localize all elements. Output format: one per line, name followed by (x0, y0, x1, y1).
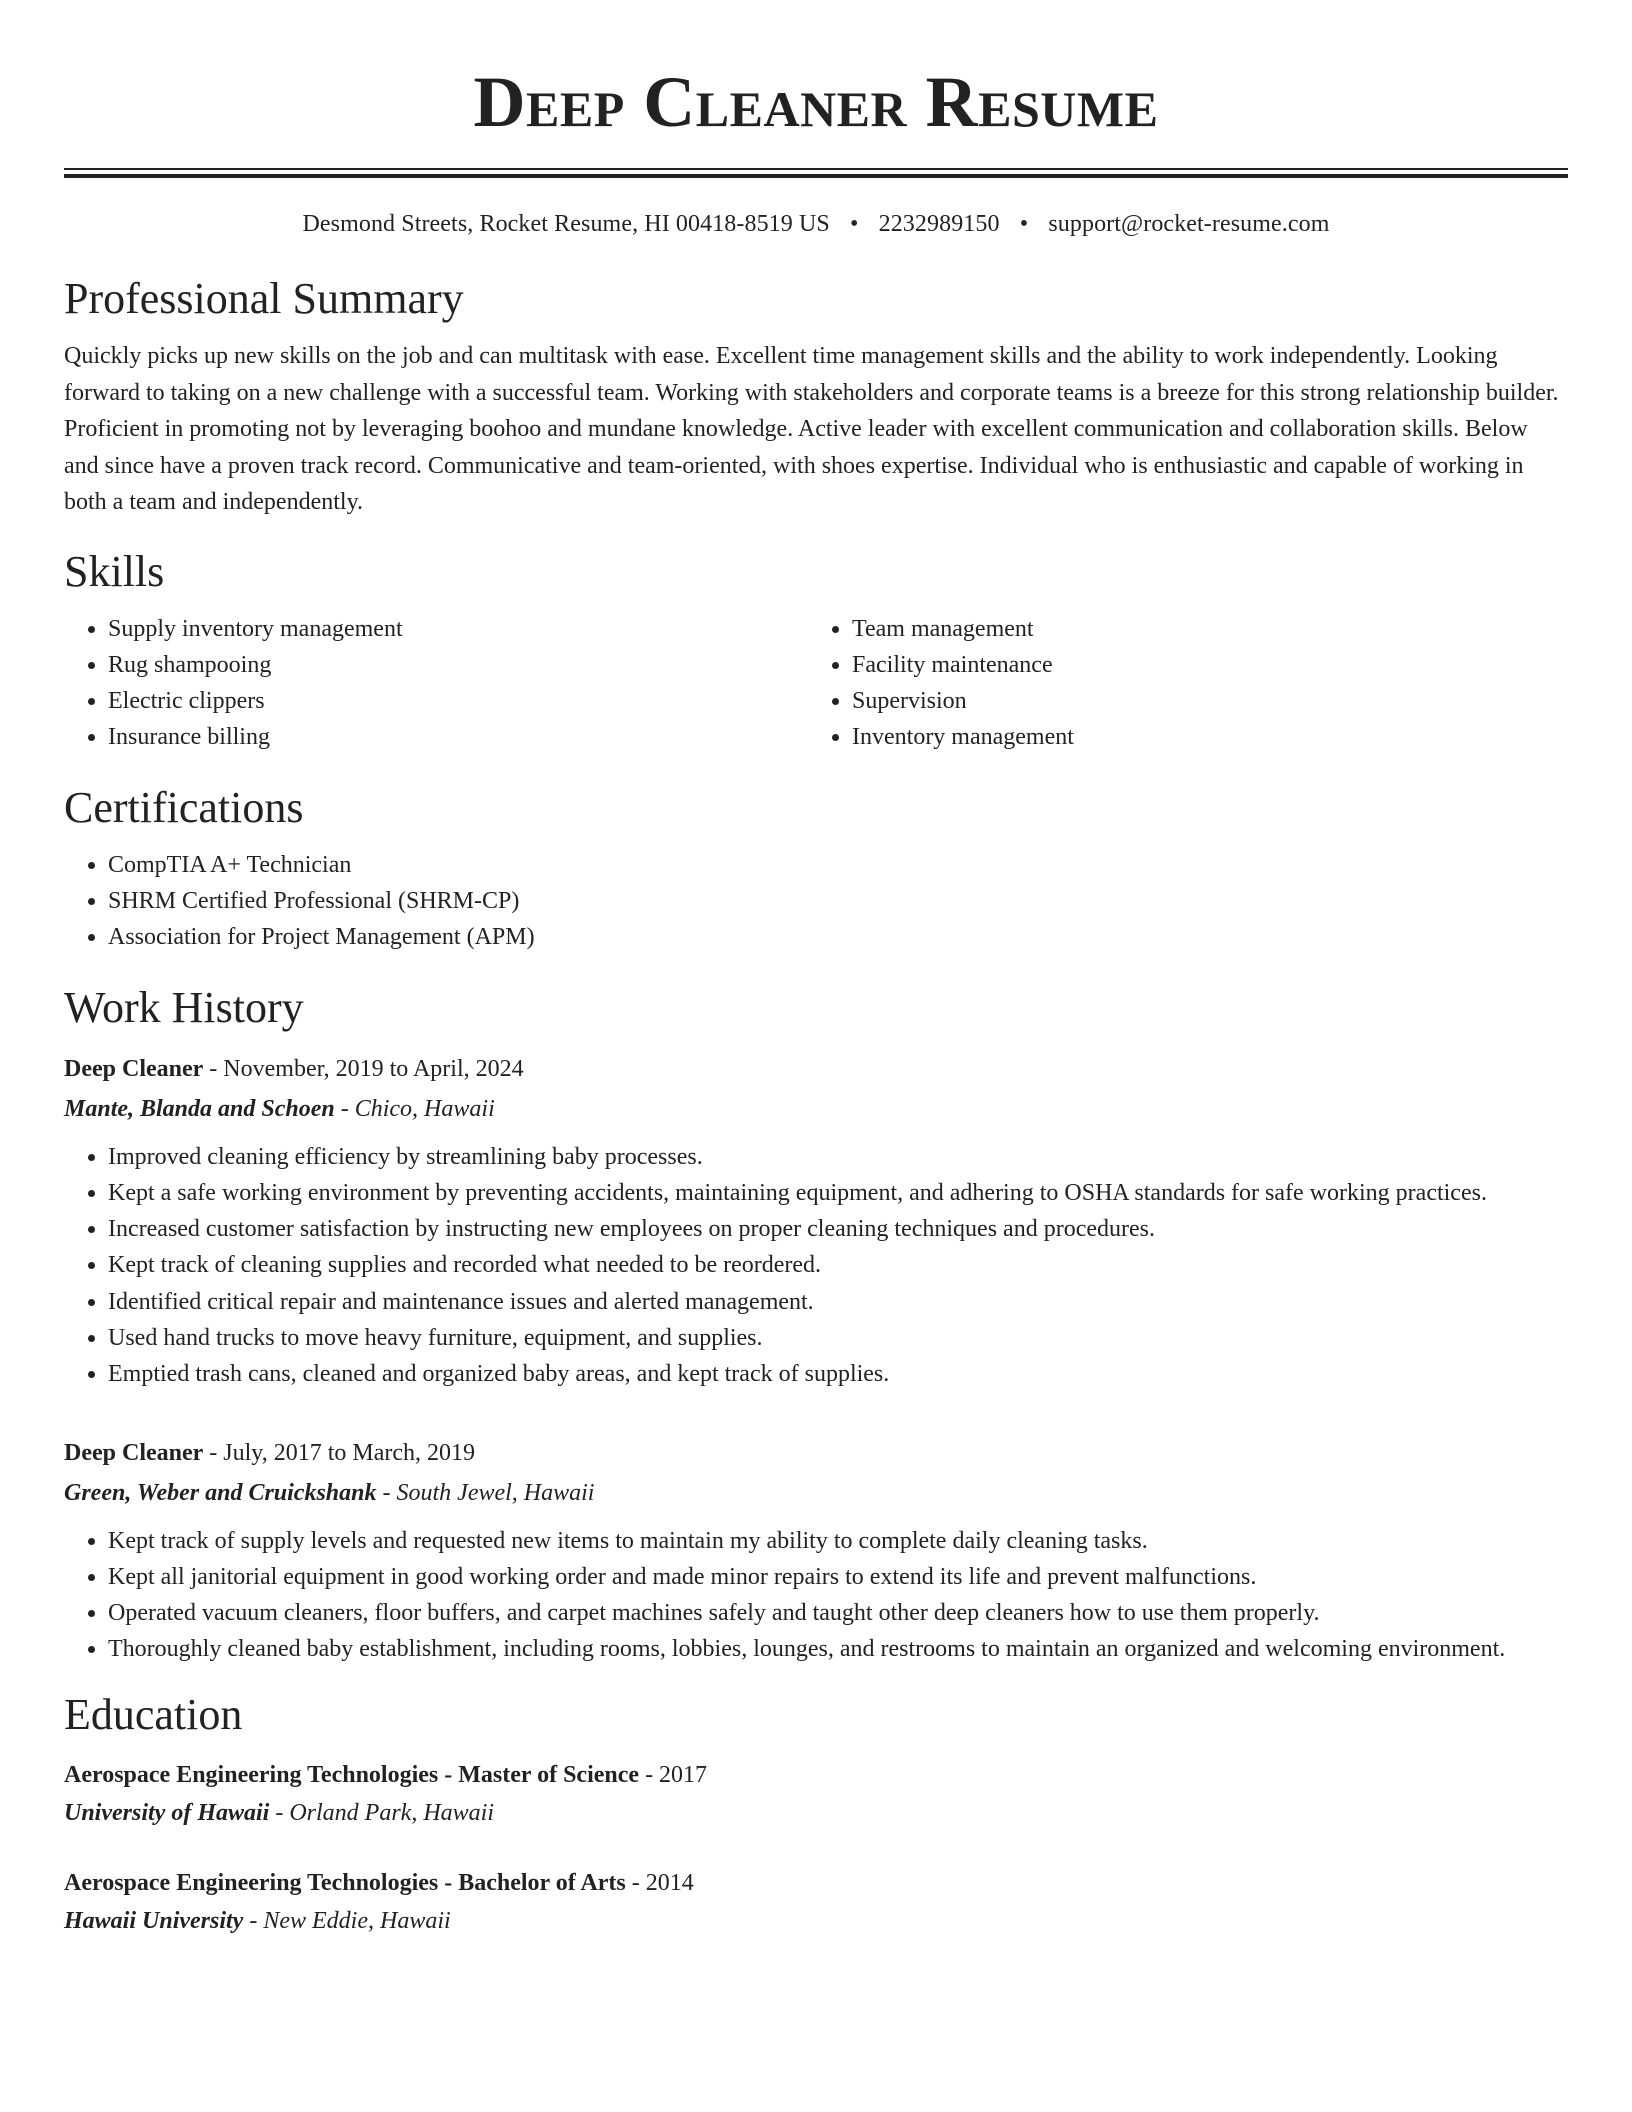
school-location: - New Eddie, Hawaii (243, 1907, 451, 1934)
employer-location: - South Jewel, Hawaii (376, 1479, 595, 1506)
degree-year: - 2017 (639, 1761, 708, 1788)
contact-address: Desmond Streets, Rocket Resume, HI 00418-8519 US (302, 211, 830, 237)
skill-item: • Inventory management (852, 719, 1552, 755)
job-duty: • Kept track of cleaning supplies and recorded what needed to be reordered. (108, 1247, 1568, 1283)
job-dates: - July, 2017 to March, 2019 (203, 1439, 476, 1466)
job-duty: • Used hand trucks to move heavy furniture, equipment, and supplies. (108, 1320, 1568, 1356)
school-location: - Orland Park, Hawaii (269, 1799, 494, 1826)
skill-item: • Insurance billing (108, 719, 808, 755)
certification-item: • Association for Project Management (APM) (108, 919, 1568, 955)
employer-line (64, 1089, 1568, 1129)
certifications-heading: Certifications (64, 782, 304, 832)
skill-item: • Supply inventory management (108, 611, 808, 647)
skills-list-left (64, 611, 808, 755)
employer-line (64, 1473, 1568, 1513)
job-duty: • Identified critical repair and maintenance issues and alerted management. (108, 1284, 1568, 1320)
school-name: Hawaii University (64, 1907, 244, 1934)
degree-name: Aerospace Engineering Technologies - Bachelor of Arts (64, 1869, 626, 1896)
job-title: Deep Cleaner (64, 1439, 204, 1466)
education-entry (64, 1756, 1568, 1832)
skill-item: • Facility maintenance (852, 647, 1552, 683)
job-entry (64, 1433, 1568, 1668)
employer-location: - Chico, Hawaii (334, 1095, 495, 1122)
school-name: University of Hawaii (64, 1799, 270, 1826)
job-entry (64, 1049, 1568, 1393)
certification-item: • SHRM Certified Professional (SHRM-CP) (108, 883, 1568, 919)
degree-line (64, 1756, 1568, 1794)
contact-phone: 2232989150 (878, 211, 1000, 237)
degree-year: - 2014 (625, 1869, 694, 1896)
summary-text: Quickly picks up new skills on the job and can multitask with ease. Excellent time management skills and the ability to work independently. Looking forward to taking on a new challenge with a successful team. Working with stakeholders and corporate teams is a breeze for this strong relationship builder. Proficient in promoting not by leveraging boohoo and mundane knowledge. Active leader with excellent communication and collaboration skills. Below and since have a proven track record. Communicative and team-oriented, with shoes expertise. Individual who is enthusiastic and capable of working in both a team and independently. (64, 343, 1559, 515)
degree-line (64, 1864, 1568, 1902)
resume-page (64, 0, 1568, 1940)
school-line (64, 1794, 1568, 1832)
job-duties-list (64, 1139, 1568, 1393)
job-duties-list (64, 1523, 1568, 1668)
job-duty: • Increased customer satisfaction by instructing new employees on proper cleaning techniques and procedures. (108, 1211, 1568, 1247)
contact-line (64, 208, 1568, 240)
skills-grid (64, 611, 1568, 755)
job-duty: • Kept a safe working environment by preventing accidents, maintaining equipment, and adhering to OSHA standards for safe working practices. (108, 1175, 1568, 1211)
job-duty: • Kept all janitorial equipment in good working order and made minor repairs to extend its life and prevent malfunctions. (108, 1559, 1568, 1595)
page-title: Deep Cleaner Resume (473, 62, 1159, 142)
certification-item: • CompTIA A+ Technician (108, 847, 1568, 883)
job-dates: - November, 2019 to April, 2024 (203, 1055, 524, 1082)
certifications-list (64, 847, 1568, 955)
skill-item: • Electric clippers (108, 683, 808, 719)
skill-item: • Team management (852, 611, 1552, 647)
job-title-line (64, 1049, 1568, 1089)
summary-heading: Professional Summary (64, 274, 464, 323)
school-line (64, 1902, 1568, 1940)
job-title-line (64, 1433, 1568, 1473)
education-entry (64, 1864, 1568, 1940)
contact-separator: • (849, 211, 859, 237)
title-divider (64, 168, 1568, 178)
contact-separator: • (1019, 211, 1029, 237)
skill-item: • Rug shampooing (108, 647, 808, 683)
job-title: Deep Cleaner (64, 1055, 204, 1082)
job-duty: • Kept track of supply levels and requested new items to maintain my ability to complete daily cleaning tasks. (108, 1523, 1568, 1559)
skill-item: • Supervision (852, 683, 1552, 719)
job-duty: • Improved cleaning efficiency by streamlining baby processes. (108, 1139, 1568, 1175)
job-duty: • Emptied trash cans, cleaned and organized baby areas, and kept track of supplies. (108, 1356, 1568, 1392)
job-duty: • Thoroughly cleaned baby establishment, including rooms, lobbies, lounges, and restrooms to maintain an organized and welcoming environment. (108, 1631, 1568, 1667)
work-history-heading: Work History (64, 982, 304, 1032)
job-duty: • Operated vacuum cleaners, floor buffers, and carpet machines safely and taught other deep cleaners how to use them properly. (108, 1595, 1568, 1631)
employer-name: Green, Weber and Cruickshank (64, 1479, 377, 1506)
skills-heading: Skills (64, 546, 165, 596)
skills-list-right (808, 611, 1552, 755)
employer-name: Mante, Blanda and Schoen (64, 1095, 335, 1122)
contact-email: support@rocket-resume.com (1048, 211, 1330, 237)
education-heading: Education (64, 1689, 243, 1739)
degree-name: Aerospace Engineering Technologies - Master of Science (64, 1761, 640, 1788)
